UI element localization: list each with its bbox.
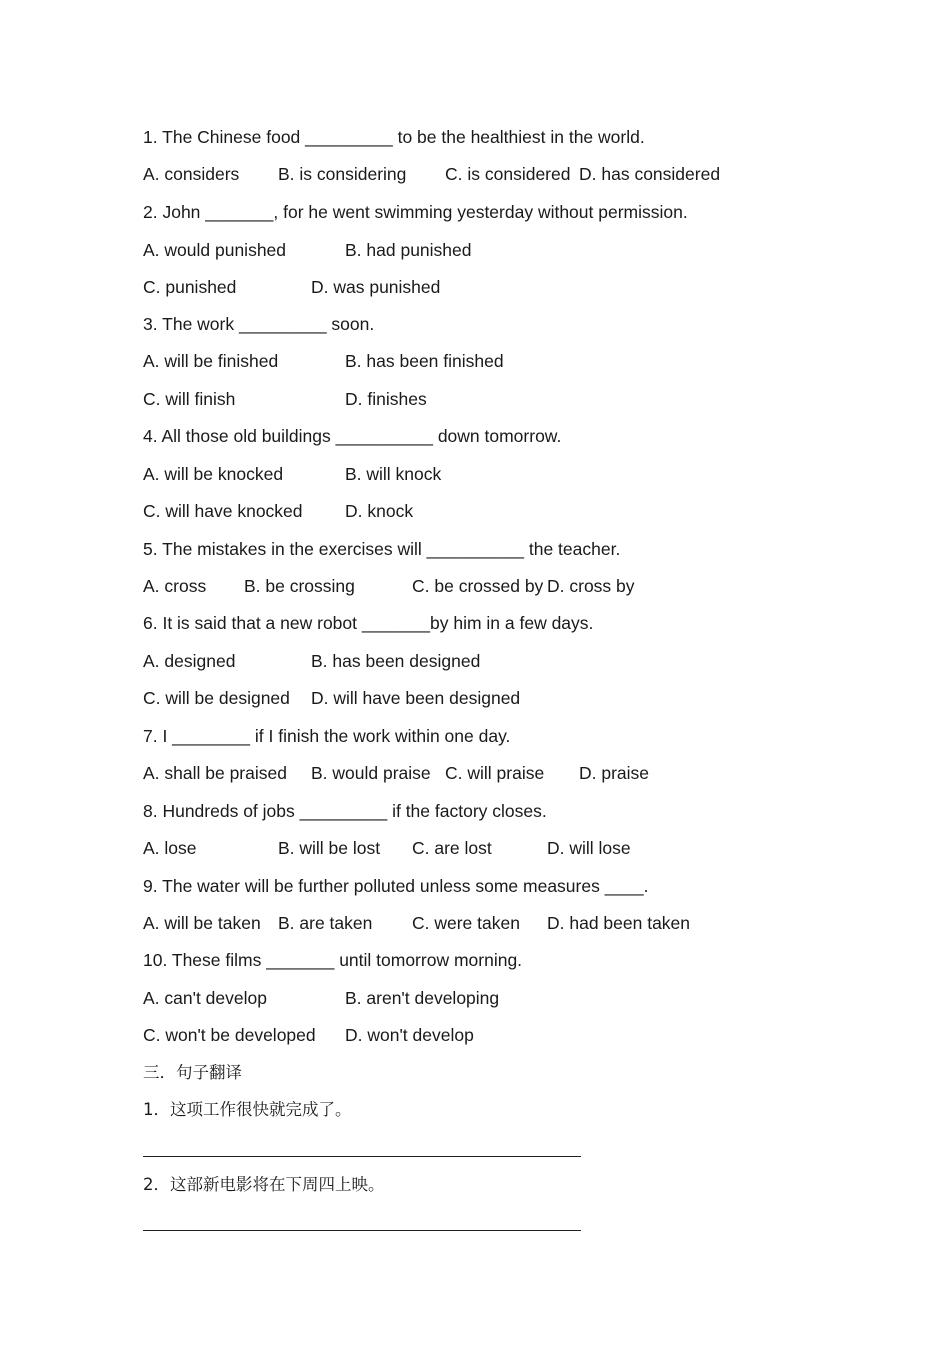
question-2-option-d: D. was punished bbox=[311, 277, 441, 297]
translation-prompt-1: 1．这项工作很快就完成了。 bbox=[143, 1100, 352, 1119]
question-4-option-d: D. knock bbox=[345, 501, 414, 521]
question-3-option-c: C. will finish bbox=[143, 389, 236, 409]
question-9-stem: 9. The water will be further polluted unless some measures ____. bbox=[143, 876, 649, 896]
question-5-option-c: C. be crossed by bbox=[412, 576, 544, 596]
question-5-option-a: A. cross bbox=[143, 576, 207, 596]
question-10-option-a: A. can't develop bbox=[143, 988, 267, 1008]
question-9-option-a: A. will be taken bbox=[143, 913, 261, 933]
question-9-option-d: D. had been taken bbox=[547, 913, 691, 933]
question-1-option-c: C. is considered bbox=[445, 164, 571, 184]
question-4-option-c: C. will have knocked bbox=[143, 501, 303, 521]
answer-blank-1 bbox=[143, 1156, 581, 1157]
question-4-stem: 4. All those old buildings __________ down tomorrow. bbox=[143, 426, 562, 446]
question-8-option-a: A. lose bbox=[143, 838, 197, 858]
answer-blank-2 bbox=[143, 1230, 581, 1231]
question-7-option-a: A. shall be praised bbox=[143, 763, 287, 783]
question-4-option-b: B. will knock bbox=[345, 464, 442, 484]
section-heading: 三．句子翻译 bbox=[143, 1063, 242, 1082]
question-5-option-b: B. be crossing bbox=[244, 576, 355, 596]
question-8-option-b: B. will be lost bbox=[278, 838, 381, 858]
question-10-option-c: C. won't be developed bbox=[143, 1025, 316, 1045]
question-10-option-b: B. aren't developing bbox=[345, 988, 500, 1008]
question-3-stem: 3. The work _________ soon. bbox=[143, 314, 375, 334]
question-5-option-d: D. cross by bbox=[547, 576, 635, 596]
question-10-option-d: D. won't develop bbox=[345, 1025, 474, 1045]
question-10-stem: 10. These films _______ until tomorrow morning. bbox=[143, 950, 523, 970]
question-7-option-b: B. would praise bbox=[311, 763, 431, 783]
question-8-option-d: D. will lose bbox=[547, 838, 631, 858]
question-6-option-d: D. will have been designed bbox=[311, 688, 521, 708]
question-8-option-c: C. are lost bbox=[412, 838, 492, 858]
question-8-stem: 8. Hundreds of jobs _________ if the factory closes. bbox=[143, 801, 547, 821]
question-3-option-a: A. will be finished bbox=[143, 351, 279, 371]
question-1-option-b: B. is considering bbox=[278, 164, 407, 184]
question-6-option-c: C. will be designed bbox=[143, 688, 290, 708]
question-3-option-b: B. has been finished bbox=[345, 351, 504, 371]
question-6-option-a: A. designed bbox=[143, 651, 236, 671]
question-7-option-d: D. praise bbox=[579, 763, 650, 783]
question-2-option-a: A. would punished bbox=[143, 240, 287, 260]
question-6-stem: 6. It is said that a new robot _______by him in a few days. bbox=[143, 613, 594, 633]
question-2-stem: 2. John _______, for he went swimming yesterday without permission. bbox=[143, 202, 688, 222]
translation-prompt-2: 2．这部新电影将在下周四上映。 bbox=[143, 1175, 385, 1194]
question-1-option-d: D. has considered bbox=[579, 164, 721, 184]
question-4-option-a: A. will be knocked bbox=[143, 464, 284, 484]
question-9-option-b: B. are taken bbox=[278, 913, 373, 933]
question-7-option-c: C. will praise bbox=[445, 763, 545, 783]
question-5-stem: 5. The mistakes in the exercises will __________ the teacher. bbox=[143, 539, 621, 559]
question-2-option-b: B. had punished bbox=[345, 240, 472, 260]
question-1-option-a: A. considers bbox=[143, 164, 240, 184]
question-7-stem: 7. I ________ if I finish the work within one day. bbox=[143, 726, 511, 746]
question-9-option-c: C. were taken bbox=[412, 913, 520, 933]
question-3-option-d: D. finishes bbox=[345, 389, 427, 409]
question-6-option-b: B. has been designed bbox=[311, 651, 481, 671]
question-1-stem: 1. The Chinese food _________ to be the healthiest in the world. bbox=[143, 127, 645, 147]
question-2-option-c: C. punished bbox=[143, 277, 237, 297]
